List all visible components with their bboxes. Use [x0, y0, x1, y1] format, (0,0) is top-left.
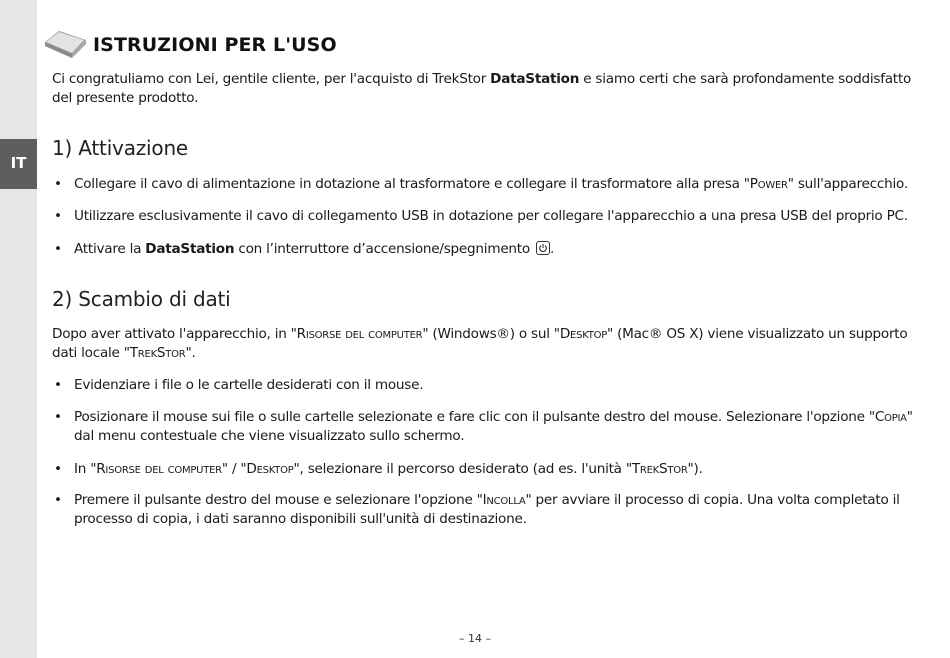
- side-strip: [0, 0, 37, 658]
- copia-label: Copia: [874, 409, 907, 425]
- section1-bullet-2: [52, 207, 920, 226]
- power-icon: [536, 241, 550, 255]
- page-number: – 14 –: [459, 632, 491, 645]
- bullet-dot: •: [54, 409, 62, 425]
- bullet-text: ", selezionare il percorso desiderato (ad es. l'unità ": [293, 461, 632, 477]
- para-text: " (Windows®) o sul ": [422, 326, 560, 342]
- bullet-dot: •: [54, 492, 62, 508]
- risorse-label: Risorse del computer: [296, 326, 423, 342]
- bullet-text: " per avviare il processo di copia. Una volta completato il processo di copia, i dati saranno disponibili sull'unità di destinazione.: [74, 492, 900, 527]
- bullet-text: " sull'apparecchio.: [787, 176, 908, 192]
- language-tab-label: IT: [10, 154, 27, 172]
- bullet-text: Attivare la: [74, 241, 146, 257]
- section2-bullet-4: [52, 491, 920, 529]
- section2-bullet-3: [52, 460, 920, 479]
- bullet-text: .: [550, 241, 555, 257]
- bullet-text: con l’interruttore d’accensione/spegnimento: [234, 241, 535, 257]
- para-text: " (Mac® OS X) viene visualizzato un supporto dati locale ": [52, 326, 908, 361]
- section1-heading: 1) Attivazione: [52, 136, 189, 160]
- bullet-dot: •: [54, 461, 62, 477]
- section1-bullet-3: [52, 240, 920, 259]
- power-label: Power: [749, 176, 788, 192]
- incolla-label: Incolla: [482, 492, 526, 508]
- risorse-label: Risorse del computer: [96, 461, 222, 477]
- bullet-dot: •: [54, 208, 62, 224]
- section1-bullet-1: [52, 175, 920, 194]
- intro-product-name: DataStation: [490, 71, 580, 87]
- title-row: [42, 30, 337, 60]
- language-tab: [0, 139, 37, 189]
- bullet-text: Posizionare il mouse sui file o sulle cartelle selezionate e fare clic con il pulsante destro del mouse. Selezionare l'opzione ": [74, 409, 875, 425]
- section2-heading: 2) Scambio di dati: [52, 287, 231, 311]
- bullet-text: " dal menu contestuale che viene visualizzato sullo schermo.: [74, 409, 913, 444]
- para-text: Dopo aver attivato l'apparecchio, in ": [52, 326, 297, 342]
- product-name: DataStation: [145, 241, 235, 257]
- desktop-label: Desktop: [559, 326, 607, 342]
- bullet-text: " / ": [221, 461, 247, 477]
- section2-bullet-1: [52, 376, 920, 395]
- trekstor-label: TrekStor: [631, 461, 688, 477]
- bullet-text: Premere il pulsante destro del mouse e selezionare l'opzione ": [74, 492, 483, 508]
- bullet-text: ").: [687, 461, 703, 477]
- book-icon: [42, 30, 88, 60]
- intro-paragraph: [52, 70, 920, 108]
- para-text: ".: [185, 345, 196, 361]
- bullet-dot: •: [54, 377, 62, 393]
- bullet-text: In ": [74, 461, 97, 477]
- bullet-text: Utilizzare esclusivamente il cavo di collegamento USB in dotazione per collegare l'apparecchio a una presa USB del proprio PC.: [74, 208, 908, 224]
- desktop-label: Desktop: [246, 461, 294, 477]
- section2-bullet-2: [52, 408, 920, 446]
- bullet-dot: •: [54, 241, 62, 257]
- intro-text-pre: Ci congratuliamo con Lei, gentile cliente, per l'acquisto di TrekStor: [52, 71, 491, 87]
- section2-paragraph: [52, 325, 920, 363]
- page-title: ISTRUZIONI PER L'USO: [93, 34, 337, 56]
- trekstor-label: TrekStor: [129, 345, 186, 361]
- bullet-text: Evidenziare i file o le cartelle desiderati con il mouse.: [74, 377, 424, 393]
- bullet-text: Collegare il cavo di alimentazione in dotazione al trasformatore e collegare il trasformatore alla presa ": [74, 176, 750, 192]
- bullet-dot: •: [54, 176, 62, 192]
- intro-text-post: e siamo certi che sarà profondamente soddisfatto del presente prodotto.: [52, 71, 912, 106]
